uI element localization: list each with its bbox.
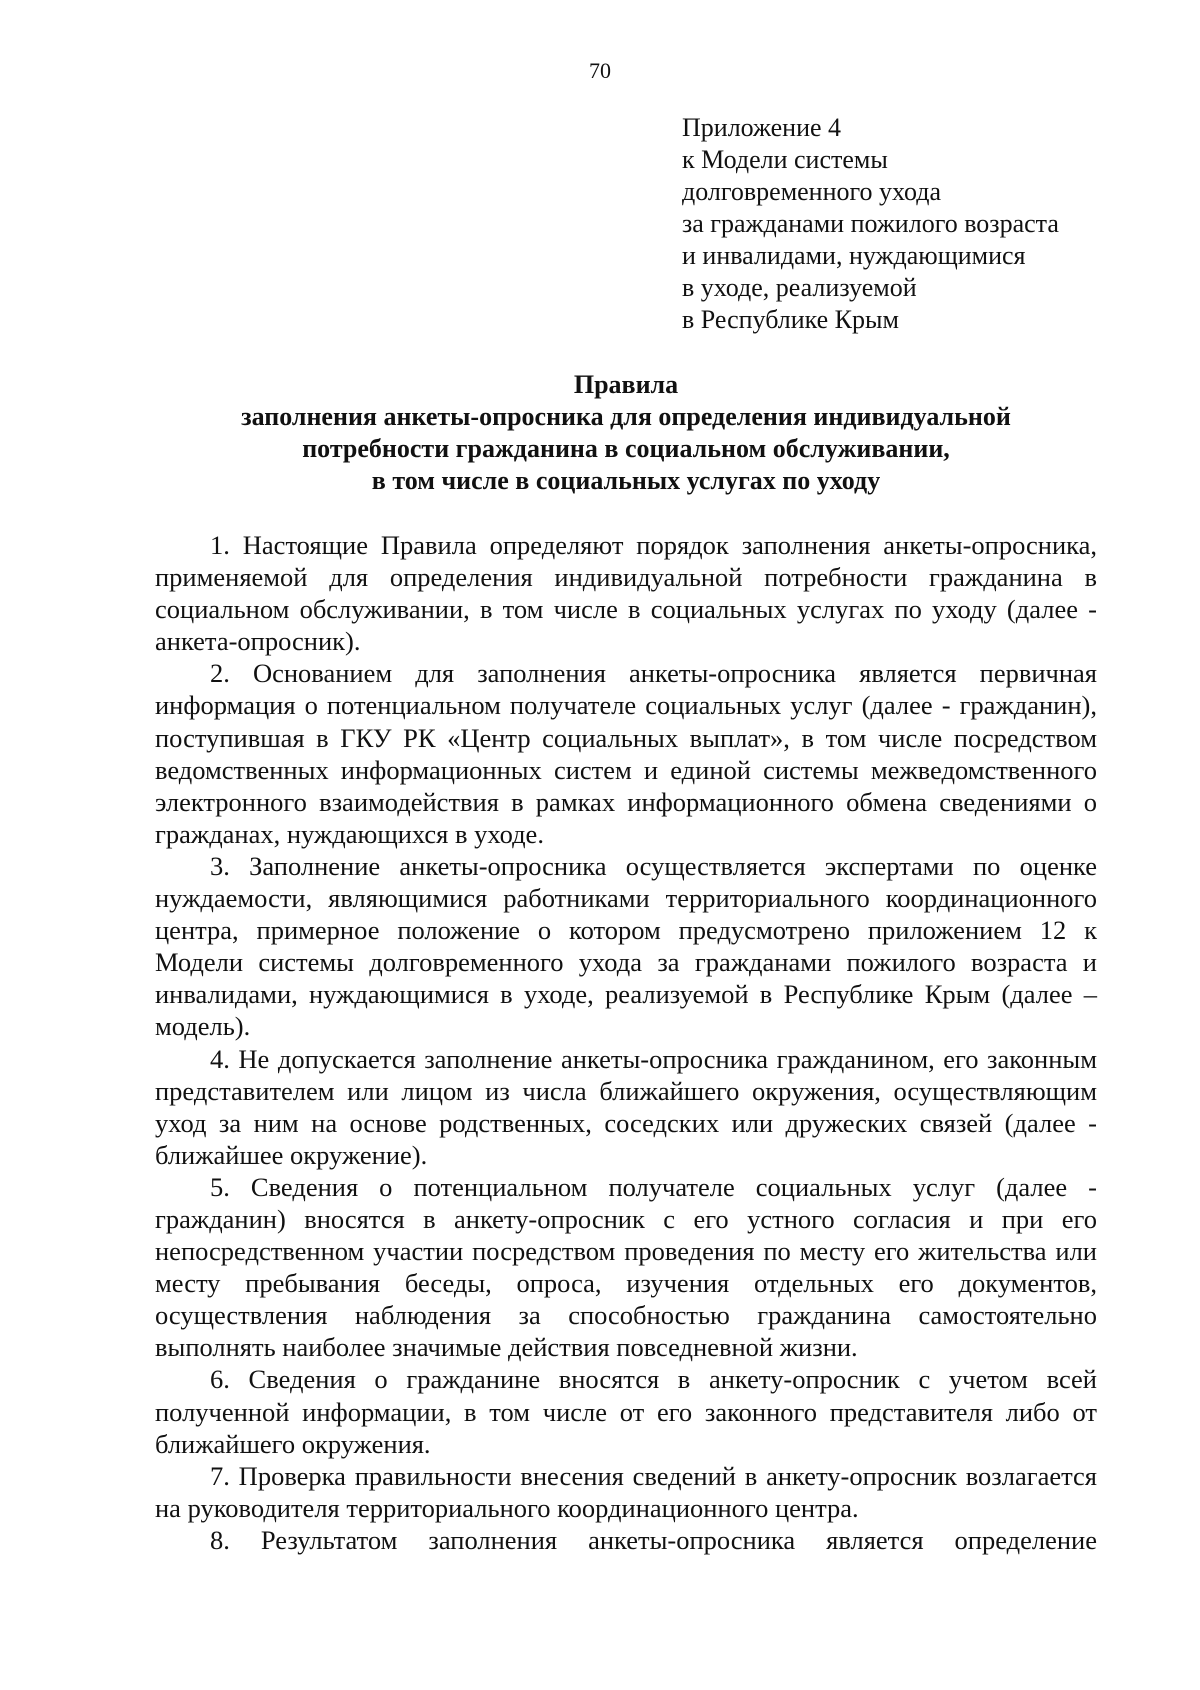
paragraph-5: 5. Сведения о потенциальном получателе социальных услуг (далее - гражданин) вносятся в анкету-опросник с его устного согласия и при его непосредственном участии посредством проведения по месту его жительства или месту пребывания беседы, опроса, изучения отдельных его документов, осуществления наблюдения за способностью гражданина самостоятельно выполнять наиболее значимые действия повседневной жизни. — [155, 1171, 1097, 1363]
paragraph-7: 7. Проверка правильности внесения сведений в анкету-опросник возлагается на руководителя территориального координационного центра. — [155, 1460, 1097, 1523]
title-line: потребности гражданина в социальном обслуживании, — [302, 434, 950, 463]
title-heading: Правила — [573, 370, 679, 399]
page-number: 70 — [589, 58, 611, 83]
paragraph-6: 6. Сведения о гражданине вносятся в анкету-опросник с учетом всей полученной информации, в том числе от его законного представителя либо от ближайшего окружения. — [155, 1364, 1097, 1459]
document-body — [155, 529, 1097, 1556]
appendix-line: в уходе, реализуемой — [682, 273, 917, 302]
appendix-line: Приложение 4 — [682, 113, 842, 142]
appendix-line: долговременного ухода — [682, 177, 942, 206]
paragraph-2: 2. Основанием для заполнения анкеты-опросника является первичная информация о потенциальном получателе социальных услуг (далее - гражданин), поступившая в ГКУ РК «Центр социальных выплат», в том числе посредством ведомственных информационных систем и единой системы межведомственного электронного взаимодействия в рамках информационного обмена сведениями о гражданах, нуждающихся в уходе. — [155, 658, 1097, 849]
appendix-block — [682, 112, 1059, 336]
document-title — [155, 369, 1097, 497]
paragraph-1: 1. Настоящие Правила определяют порядок заполнения анкеты-опросника, применяемой для определения индивидуальной потребности гражданина в социальном обслуживании, в том числе в социальных услугах по уходу (далее - анкета-опросник). — [155, 530, 1097, 657]
paragraph-4: 4. Не допускается заполнение анкеты-опросника гражданином, его законным представителем или лицом из числа ближайшего окружения, осуществляющим уход за ним на основе родственных, соседских или дружеских связей (далее - ближайшее окружение). — [155, 1043, 1097, 1170]
paragraph-3: 3. Заполнение анкеты-опросника осуществляется экспертами по оценке нуждаемости, являющимися работниками территориального координационного центра, примерное положение о котором предусмотрено приложением 12 к Модели системы долговременного ухода за гражданами пожилого возраста и инвалидами, нуждающимися в уходе, реализуемой в Республике Крым (далее – модель). — [155, 850, 1097, 1042]
appendix-line: за гражданами пожилого возраста — [682, 209, 1059, 238]
title-line: в том числе в социальных услугах по уходу — [371, 466, 881, 495]
appendix-line: и инвалидами, нуждающимися — [682, 241, 1026, 270]
title-line: заполнения анкеты-опросника для определения индивидуальной — [241, 402, 1011, 431]
paragraph-8: 8. Результатом заполнения анкеты-опросника является определение — [210, 1524, 1097, 1555]
appendix-line: к Модели системы — [682, 145, 888, 174]
appendix-line: в Республике Крым — [682, 305, 899, 334]
